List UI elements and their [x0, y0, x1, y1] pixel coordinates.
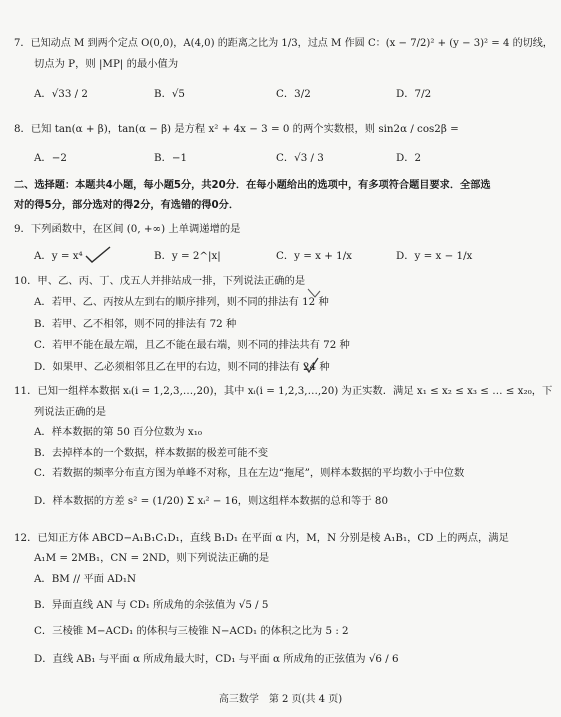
q7-stem-line2: 切点为 P，则 |MP| 的最小值为	[34, 58, 179, 70]
q12-option-d: D．直线 AB₁ 与平面 α 所成角最大时，CD₁ 与平面 α 所成角的正弦值为 √6 / 6	[34, 653, 399, 665]
q8-option-b: B．−1	[154, 152, 188, 164]
q7-option-d: D．7/2	[396, 88, 432, 100]
q11-option-c: C．若数据的频率分布直方图为单峰不对称，且在左边“拖尾”，则样本数据的平均数小于中位数	[34, 467, 465, 479]
q7-option-a: A．√33 / 2	[34, 88, 88, 100]
q12-option-a: A．BM // 平面 AD₁N	[34, 573, 137, 585]
q12-stem-line2: A₁M = 2MB₁，CN = 2ND，则下列说法正确的是	[34, 552, 270, 564]
q9-option-c: C．y = x + 1/x	[276, 250, 352, 262]
q9-option-d: D．y = x − 1/x	[396, 250, 473, 262]
q12-stem-line1: 12．已知正方体 ABCD−A₁B₁C₁D₁，直线 B₁D₁ 在平面 α 内，M，N 分别是棱 A₁B₁，CD 上的两点，满足	[14, 532, 509, 544]
q9-stem-line1: 9．下列函数中，在区间 (0, +∞) 上单调递增的是	[14, 223, 241, 235]
q10-option-d: D．如果甲、乙必须相邻且乙在甲的右边，则不同的排法有 24 种	[34, 361, 330, 373]
q10-option-b: B．若甲、乙不相邻，则不同的排法有 72 种	[34, 318, 237, 330]
q10-option-a: A．若甲、乙、丙按从左到右的顺序排列，则不同的排法有 12 种	[34, 296, 329, 308]
check-mark-icon	[302, 356, 320, 376]
page-footer: 高三数学 第 2 页(共 4 页)	[218, 694, 343, 705]
q8-option-c: C．√3 / 3	[276, 152, 324, 164]
section2-heading-line1: 二、选择题：本题共4小题，每小题5分，共20分．在每小题给出的选项中，有多项符合题目要求．全部选	[14, 180, 491, 191]
q9-option-b: B．y = 2^|x|	[154, 250, 221, 262]
q11-option-a: A．样本数据的第 50 百分位数为 x₁₀	[34, 426, 202, 438]
q12-option-b: B．异面直线 AN 与 CD₁ 所成角的余弦值为 √5 / 5	[34, 599, 269, 611]
q11-stem-line2: 列说法正确的是	[34, 406, 107, 418]
q12-option-c: C．三棱锥 M−ACD₁ 的体积与三棱锥 N−ACD₁ 的体积之比为 5 : 2	[34, 625, 349, 637]
q9-option-a: A．y = x⁴	[34, 250, 83, 262]
q11-option-b: B．去掉样本的一个数据，样本数据的极差可能不变	[34, 447, 269, 459]
q7-option-c: C．3/2	[276, 88, 311, 100]
q10-stem-line1: 10．甲、乙、丙、丁、戊五人并排站成一排，下列说法正确的是	[14, 275, 306, 287]
q7-stem-line1: 7．已知动点 M 到两个定点 O(0,0)，A(4,0) 的距离之比为 1/3，过点 M 作圆 C：(x − 7/2)² + (y − 3)² = 4 的切线，	[14, 38, 553, 49]
check-mark-icon	[84, 245, 112, 265]
q8-option-d: D．2	[396, 152, 422, 164]
pen-mark-icon	[306, 287, 322, 301]
q11-stem-line1: 11．已知一组样本数据 xᵢ(i = 1,2,3,…,20)，其中 xᵢ(i = 1,2,3,…,20) 为正实数．满足 x₁ ≤ x₂ ≤ x₃ ≤ … ≤ x₂₀，下	[14, 385, 553, 397]
q11-option-d: D．样本数据的方差 s² = (1/20) Σ xᵢ² − 16，则这组样本数据的总和等于 80	[34, 495, 388, 507]
q10-option-c: C．若甲不能在最左端，且乙不能在最右端，则不同的排法共有 72 种	[34, 339, 350, 351]
section2-heading-line2: 对的得5分，部分选对的得2分，有选错的得0分．	[14, 200, 240, 211]
q8-stem-line1: 8．已知 tan(α + β)，tan(α − β) 是方程 x² + 4x − 3 = 0 的两个实数根，则 sin2α / cos2β =	[14, 123, 459, 135]
q8-option-a: A．−2	[34, 152, 67, 164]
q7-option-b: B．√5	[154, 88, 185, 100]
